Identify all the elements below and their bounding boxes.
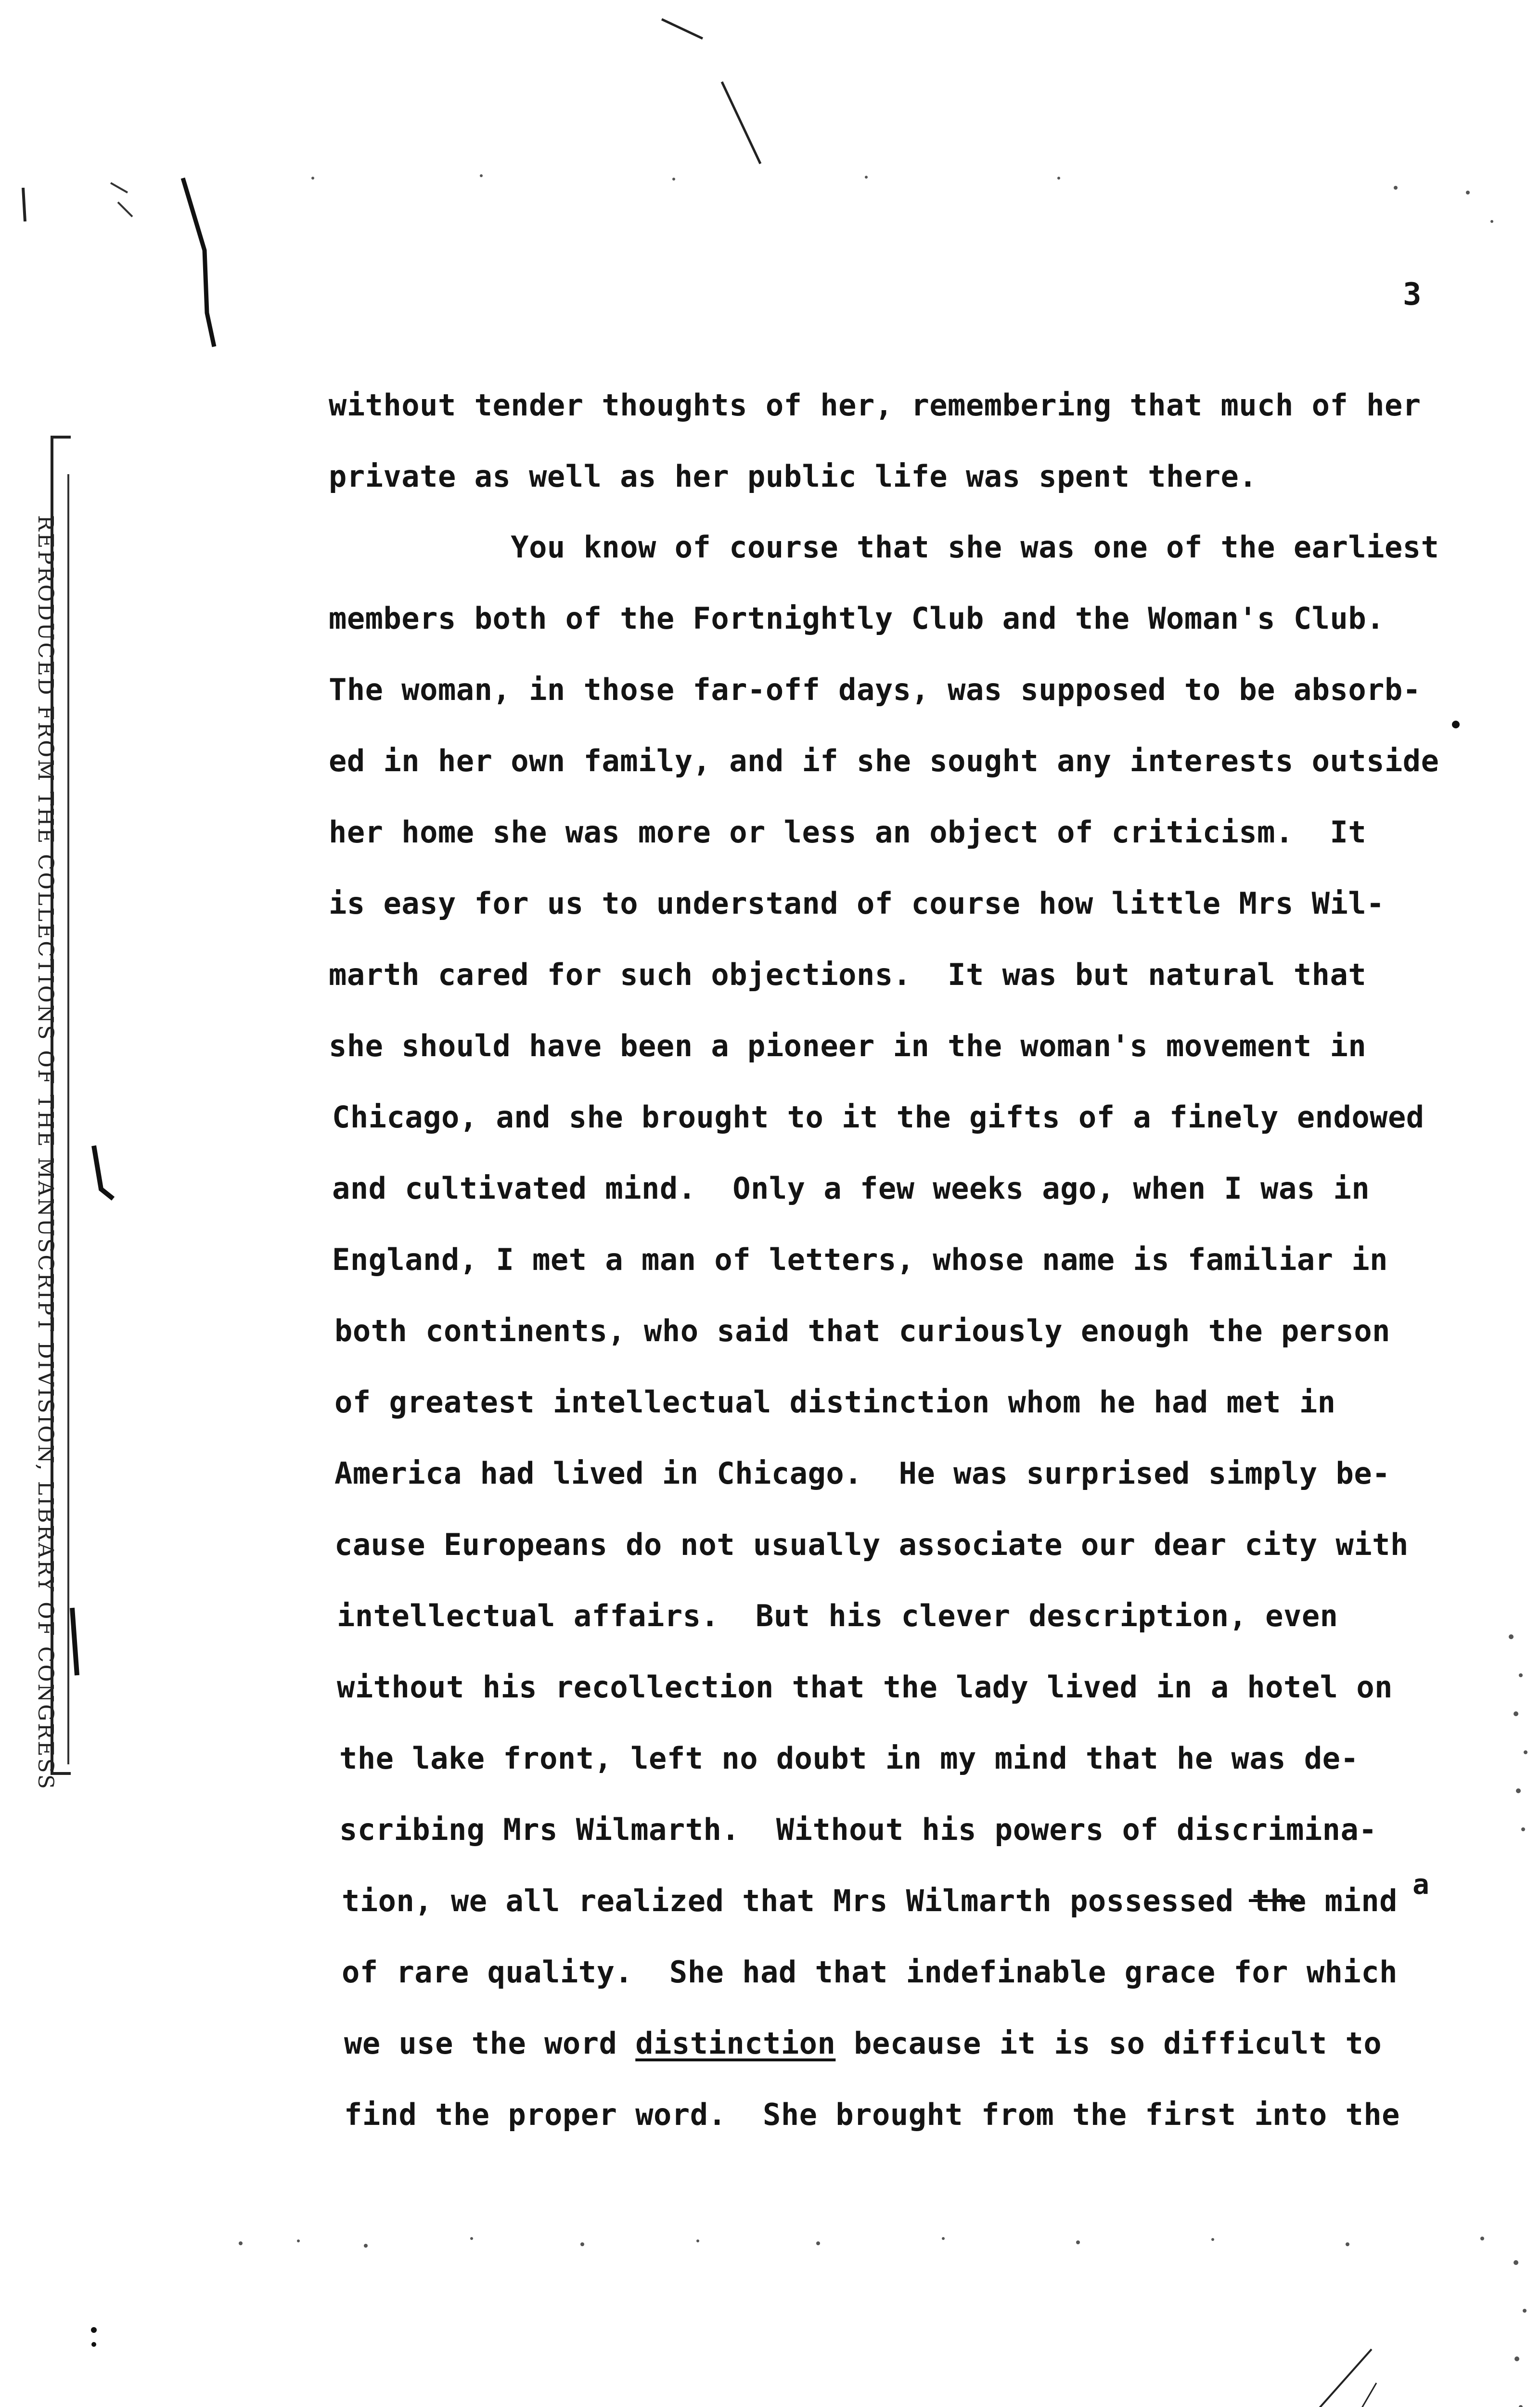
text-line: find the proper word. She brought from the first into the <box>344 2097 1400 2132</box>
text-line: of rare quality. She had that indefinable grace for which <box>342 1954 1398 1990</box>
text-line: and cultivated mind. Only a few weeks ago, when I was in <box>332 1171 1370 1206</box>
text-line: members both of the Fortnightly Club and the Woman's Club. <box>329 601 1385 636</box>
text-line: is easy for us to understand of course how little Mrs Wil- <box>329 886 1385 921</box>
text-line: cause Europeans do not usually associate our dear city with <box>334 1527 1409 1562</box>
text-line: of greatest intellectual distinction whom he had met in <box>334 1385 1336 1420</box>
text-line: the lake front, left no doubt in my mind that he was de- <box>339 1741 1359 1776</box>
text-line: The woman, in those far-off days, was supposed to be absorb- <box>329 672 1421 707</box>
text-line: tion, we all realized that Mrs Wilmarth possessed the mind <box>342 1883 1398 1918</box>
text-line: her home she was more or less an object of criticism. It <box>329 815 1367 850</box>
handwritten-correction: a <box>1412 1868 1429 1901</box>
text-line: Chicago, and she brought to it the gifts of a finely endowed <box>332 1100 1424 1135</box>
text-line: private as well as her public life was spent there. <box>329 459 1258 494</box>
text-line: both continents, who said that curiously enough the person <box>334 1313 1390 1348</box>
text-line-with-underline <box>344 2026 1382 2061</box>
underlined-word: distinction <box>635 2026 836 2061</box>
text-line: marth cared for such objections. It was but natural that <box>329 957 1367 992</box>
text-line: ed in her own family, and if she sought any interests outside <box>329 743 1439 778</box>
text-fragment: we use the word <box>344 2026 636 2061</box>
text-fragment: because it is so difficult to <box>835 2026 1382 2061</box>
archive-stamp-rule <box>67 474 73 1764</box>
text-line: without tender thoughts of her, remembering that much of her <box>329 388 1421 423</box>
text-line: You know of course that she was one of the earliest <box>329 530 1439 565</box>
text-line: intellectual affairs. But his clever description, even <box>337 1598 1338 1633</box>
text-line: she should have been a pioneer in the woman's movement in <box>329 1028 1367 1063</box>
page-number: 3 <box>1403 277 1422 312</box>
archive-stamp: REPRODUCED FROM THE COLLECTIONS OF THE MANUSCRIPT DIVISION, LIBRARY OF CONGRESS <box>33 515 58 1791</box>
text-line: America had lived in Chicago. He was surprised simply be- <box>334 1456 1390 1491</box>
text-line: England, I met a man of letters, whose name is familiar in <box>332 1242 1388 1277</box>
text-line: without his recollection that the lady lived in a hotel on <box>337 1669 1393 1705</box>
text-line: scribing Mrs Wilmarth. Without his powers of discrimina- <box>339 1812 1377 1847</box>
